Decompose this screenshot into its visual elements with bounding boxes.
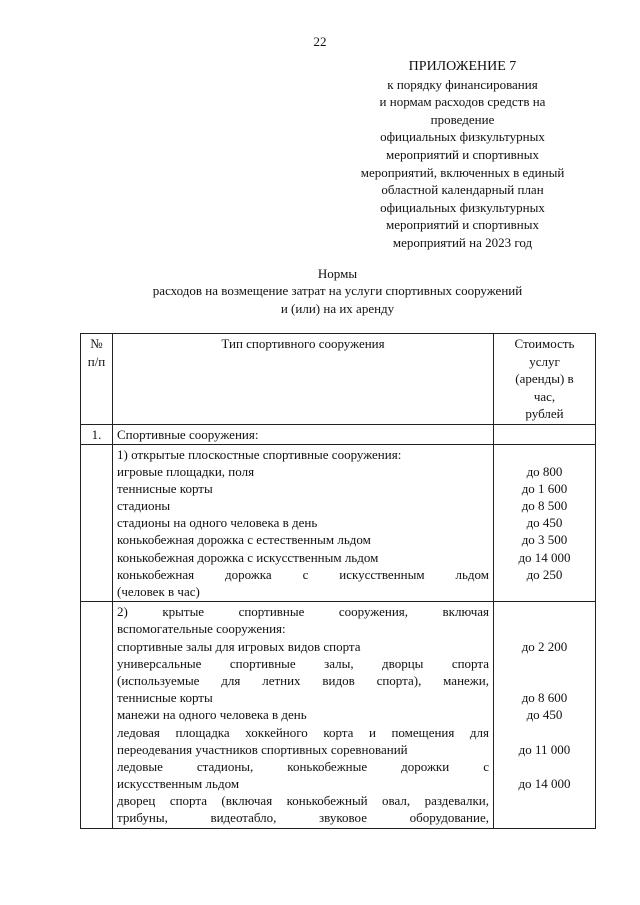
- document-title-line: расходов на возмещение затрат на услуги спортивных сооружений: [152, 283, 523, 299]
- type-line: теннисные корты: [117, 690, 213, 706]
- type-line: 2) крытые спортивные сооружения, включая: [117, 604, 489, 620]
- header-cost-line: (аренды) в: [515, 371, 574, 386]
- appendix-line: к порядку финансирования: [387, 76, 538, 92]
- header-cost-line: час,: [533, 388, 556, 404]
- price-value: до 2 200: [521, 638, 568, 654]
- appendix-line: официальных физкультурных: [380, 199, 545, 215]
- section-cost: [494, 424, 596, 444]
- section-label: Спортивные сооружения:: [113, 424, 494, 444]
- type-line: конькобежная дорожка с естественным льдом: [117, 532, 371, 548]
- table-row: [81, 424, 596, 444]
- price-value: до 14 000: [518, 549, 571, 565]
- price-value: до 250: [526, 566, 563, 582]
- appendix-line: мероприятий на 2023 год: [392, 234, 533, 250]
- type-line: конькобежная дорожка с искусственным льдом: [117, 566, 489, 582]
- appendix-line: официальных физкультурных: [380, 129, 545, 145]
- type-line: вспомогательные сооружения:: [117, 621, 286, 637]
- price-value: до 11 000: [518, 741, 571, 757]
- appendix-line: проведение: [430, 111, 495, 127]
- price-value: [498, 583, 591, 600]
- group1-types: [113, 444, 494, 602]
- appendix-title: ПРИЛОЖЕНИЕ 7: [408, 59, 517, 74]
- type-line: ледовые стадионы, конькобежные дорожки с: [117, 758, 489, 774]
- type-line: трибуны, видеотабло, звуковое оборудование,: [117, 810, 489, 826]
- appendix-line: и нормам расходов средств на: [379, 94, 546, 110]
- type-line: (человек в час): [117, 584, 200, 599]
- table-row: [81, 602, 596, 828]
- type-line: игровые площадки, поля: [117, 463, 255, 479]
- document-title-line: Нормы: [317, 266, 358, 281]
- price-value: до 450: [526, 707, 563, 723]
- type-line: универсальные спортивные залы, дворцы спорта: [117, 655, 489, 671]
- type-line: манежи на одного человека в день: [117, 707, 307, 723]
- price-value: [498, 758, 591, 775]
- type-line: теннисные корты: [117, 480, 213, 496]
- appendix-line: областной календарный план: [381, 182, 544, 198]
- price-value: до 1 600: [521, 480, 568, 496]
- table-header-row: [81, 334, 596, 425]
- price-value: до 800: [526, 463, 563, 479]
- header-cost-line: Стоимость: [514, 336, 575, 351]
- type-line: спортивные залы для игровых видов спорта: [117, 638, 361, 654]
- document-title: [80, 265, 595, 317]
- row-number: [81, 444, 113, 602]
- type-line: ледовая площадка хоккейного корта и помещения для: [117, 724, 489, 740]
- table-row: [81, 444, 596, 602]
- price-value: [498, 724, 591, 741]
- header-number: [81, 334, 113, 425]
- type-line: переодевания участников спортивных соревнований: [117, 741, 408, 757]
- price-value: [498, 603, 591, 620]
- row-number: [81, 602, 113, 828]
- header-type: Тип спортивного сооружения: [113, 334, 494, 425]
- type-line: 1) открытые плоскостные спортивные сооружения:: [117, 446, 402, 462]
- price-value: до 8 600: [521, 690, 568, 706]
- document-title-line: и (или) на их аренду: [280, 300, 395, 316]
- price-value: [498, 620, 591, 637]
- price-value: до 3 500: [521, 532, 568, 548]
- price-value: до 8 500: [521, 498, 568, 514]
- norms-table: [80, 333, 596, 829]
- header-cost-line: рублей: [525, 406, 564, 421]
- group2-types: [113, 602, 494, 828]
- header-cost: [494, 334, 596, 425]
- appendix-line: мероприятий и спортивных: [386, 217, 539, 233]
- price-value: [498, 446, 591, 463]
- type-line: дворец спорта (включая конькобежный овал, раздевалки,: [117, 793, 489, 809]
- header-cost-line: услуг: [529, 353, 560, 369]
- type-line: конькобежная дорожка с искусственным льдом: [117, 549, 379, 565]
- group1-prices: [494, 444, 596, 602]
- page-number: 22: [313, 34, 327, 49]
- appendix-line: мероприятий, включенных в единый: [360, 164, 565, 180]
- group2-prices: [494, 602, 596, 828]
- appendix-header: [350, 58, 575, 252]
- type-line: стадионы на одного человека в день: [117, 515, 318, 531]
- type-line: стадионы: [117, 498, 171, 514]
- header-number-line: п/п: [87, 353, 106, 369]
- price-value: [498, 809, 591, 826]
- price-value: [498, 672, 591, 689]
- price-value: [498, 792, 591, 809]
- type-line: искусственным льдом: [117, 776, 240, 792]
- appendix-line: мероприятий и спортивных: [386, 146, 539, 162]
- section-number: 1.: [81, 424, 113, 444]
- price-value: [498, 655, 591, 672]
- price-value: до 14 000: [518, 776, 571, 792]
- header-number-line: №: [90, 336, 103, 351]
- type-line: (используемые для летних видов спорта), манежи,: [117, 672, 489, 688]
- price-value: до 450: [526, 515, 563, 531]
